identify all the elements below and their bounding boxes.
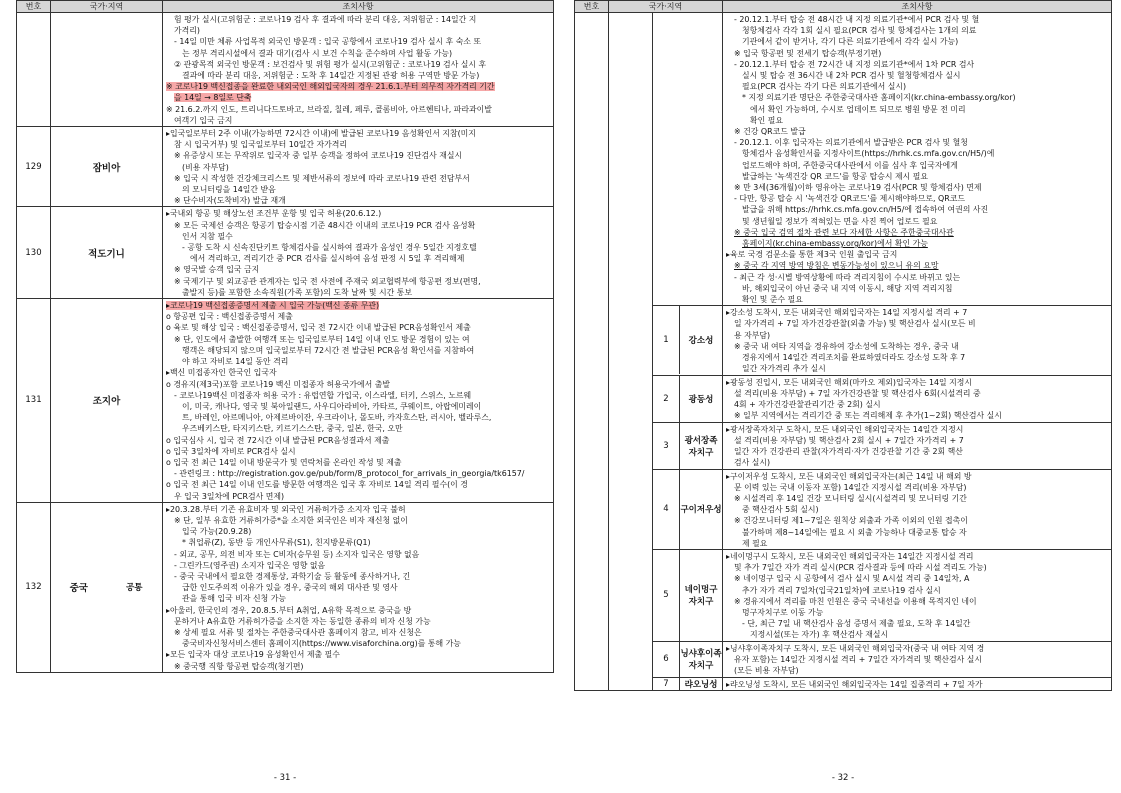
measure-line: 에서 확인 가능하며, 수시로 업데이트 되므로 병원 방문 전 미리 <box>750 104 966 114</box>
measure-line: 일 자가격리 + 7일 자가건강관찰(외출 가능) 및 핵산검사 실시(모든 비 <box>734 319 976 329</box>
measure-line: ▸국내외 항공 및 해상노선 조건부 운항 및 입국 허용(20.6.12.) <box>166 209 382 219</box>
measure-line: 설 격리(비용 자부담) + 7일 자가건강관찰 및 핵산검사 6회(시설격리 중 <box>734 388 981 398</box>
row-number: 131 <box>17 299 51 503</box>
subregion-number: 5 <box>653 550 680 641</box>
measure-line: 바, 해외입국이 아닌 중국 내 지역 이동시, 해당 지역 격리지침 <box>742 283 953 293</box>
subregion-name: 닝샤후이족 자치구 <box>680 649 722 672</box>
measure-line: 가격리) <box>174 26 200 36</box>
measure-line: - 중국 국내에서 필요한 경제통상, 과학기술 등 활동에 종사하거나, 긴 <box>174 571 411 581</box>
row-subregion <box>653 641 723 677</box>
measure-line: - 관련링크 : http://registration.gov.ge/pub/form/8_protocol_for_arrivals_in_georgia/tk6157/ <box>174 469 525 479</box>
measure-line: 업로드해야 하며, 주한중국대사관에서 이를 심사 후 입국자에게 <box>742 160 958 170</box>
row-subregion <box>653 549 723 641</box>
measure-line: 중국비자신청서비스센터 홈페이지(https://www.visaforchina.org)를 통해 가능 <box>182 639 461 649</box>
measure-line: ※ 국제기구 및 외교공관 관계자는 입국 전 사전에 주재국 외교협력부에 항공편 정보(편명, <box>174 276 481 286</box>
measure-line: ※ 영국발 승객 입국 금지 <box>174 265 260 275</box>
measure-line: 검사 실시) <box>734 458 771 468</box>
subregion-number: 7 <box>653 678 680 690</box>
table-row <box>575 13 1112 306</box>
measure-line: 일간 자가격리 추가 실시 <box>742 364 826 374</box>
measure-line: - 코로나19백신 미접종자 허용 국가 : 유럽연합 가입국, 이스라엘, 터키, 스위스, 노르웨 <box>174 390 472 400</box>
row-measures <box>723 677 1112 690</box>
measure-line: 중 핵산검사 5회 실시) <box>742 505 819 515</box>
measure-line: 참 시 입국거부) 및 입국일로부터 10일간 자가격리 <box>174 140 347 150</box>
measure-line: * 취업류(Z), 동반 등 개인사무류(S1), 친지방문류(Q1) <box>182 538 371 548</box>
measure-line: 문하거나 A유효한 거류허가증을 소지한 자는 동일한 종류의 비자 신청 가능 <box>174 616 431 626</box>
subregion-name: 네이멍구 자치구 <box>684 585 718 608</box>
row-measures <box>163 207 554 299</box>
measure-line: - 그린카드(영주권) 소지자 입국은 영향 없음 <box>174 560 326 570</box>
subregion-number: 4 <box>653 470 680 549</box>
page-number: - 32 - <box>831 773 855 783</box>
measure-line: ※ 시설격리 후 14일 건강 모니터링 실시(시설격리 및 모니터링 기간 <box>734 493 967 503</box>
table-row <box>575 641 1112 677</box>
measure-line: ※ 건강 QR코드 발급 <box>734 127 806 137</box>
measure-line: ※ 중국행 직항 항공편 탑승객(청기편) <box>174 661 304 671</box>
measure-line: 여객기 입국 금지 <box>174 115 233 125</box>
measure-line: 지정시설(또는 자가) 후 핵산검사 재실시 <box>750 630 889 640</box>
measure-line: ▸닝샤후이족자치구 도착시, 모든 내외국인 해외입국자(중국 내 여타 지역 경 <box>726 643 985 653</box>
measure-line: ▸코로나19 백신접종증명서 제출 시 입국 가능(백신 종류 무관) <box>166 301 380 311</box>
header-country: 국가·지역 <box>609 1 723 13</box>
row-number: 130 <box>17 207 51 299</box>
row-measures <box>723 375 1112 422</box>
row-subregion <box>653 677 723 690</box>
measure-line: 의 모니터링을 14일간 받음 <box>182 185 276 195</box>
measure-line: ※ 단, 인도에서 출발한 여행객 또는 입국일로부터 14일 이내 인도 방문 경험이 있는 여 <box>174 334 470 344</box>
measure-line: 트, 바레인, 아르메니아, 아제르바이잔, 우크라이나, 몰도바, 카자흐스탄, 러시아, 벨라루스, <box>182 413 492 423</box>
measure-line: ※ 단수비자(도착비자) 발급 재개 <box>174 196 286 206</box>
subregion-number: 3 <box>653 423 680 469</box>
measure-line: ※ 상세 필요 서류 및 절차는 주한중국대사관 홈페이지 참고, 비자 신청은 <box>174 627 422 637</box>
table-row <box>575 677 1112 690</box>
measure-line: o 입국심사 시, 입국 전 72시간 이내 발급된 PCR음성결과서 제출 <box>166 435 390 445</box>
measure-line: ▸백신 미접종자인 한국인 입국자 <box>166 368 277 378</box>
measure-line: (비용 자부담) <box>182 162 229 172</box>
measure-line: o 경유지(제3국)포함 코로나19 백신 미접종자 허용국가에서 출발 <box>166 379 391 389</box>
measure-line: - 14일 미만 체류 사업목적 외국인 방문객 : 입국 공항에서 코로나19 검사 실시 후 숙소 또 <box>174 37 482 47</box>
measure-line: ※ 21.6.2.까지 인도, 트리니다드토바고, 브라질, 칠레, 페루, 콜롬비아, 아르헨티나, 파라과이발 <box>166 104 492 114</box>
measure-line: ▸네이멍구시 도착시, 모든 내외국인 해외입국자는 14일간 지정시설 격리 <box>726 551 974 561</box>
header-row <box>575 1 1112 13</box>
row-country: 적도기니 <box>51 207 163 299</box>
measure-line: o 항공편 입국 : 백신접종증명서 제출 <box>166 312 293 322</box>
subregion-name: 강소성 <box>688 336 714 347</box>
measure-line: - 20.12.1.부터 탑승 전 72시간 내 지정 의료기관*에서 1차 PCR 검사 <box>734 59 975 69</box>
measure-line: ▸광동성 진입시, 모든 내외국인 해외(마카오 제외)입국자는 14일 지정시 <box>726 377 973 387</box>
table-row <box>575 306 1112 375</box>
measure-line: 항체검사 음성확인서를 지정사이트(https://hrhk.cs.mfa.gov.cn/H5/)에 <box>742 149 995 159</box>
row-measures <box>163 299 554 503</box>
row-country: 조지아 <box>51 299 163 503</box>
row-number: 132 <box>17 502 51 672</box>
measure-line: 행객은 해당되지 않으며 입국일로부터 72시간 전 발급된 PCR음성 확인서를 지참하여 <box>182 345 475 355</box>
page-32 <box>574 0 1112 783</box>
header-row <box>17 1 554 13</box>
measure-line: ▸구이저우성 도착시, 모든 내외국인 해외입국자는(최근 14일 내 해외 방 <box>726 471 972 481</box>
subregion-number: 6 <box>653 642 680 677</box>
row-number <box>17 13 51 127</box>
row-measures <box>723 549 1112 641</box>
table-row <box>17 299 554 503</box>
measure-line: ▸강소성 도착시, 모든 내외국인 해외입국자는 14일 지정시설 격리 + 7 <box>726 308 968 318</box>
measure-line: ▸광서장족자치구 도착시, 모든 내외국인 해외입국자는 14일간 지정시 <box>726 424 964 434</box>
measure-line: (모든 비용 자부담) <box>734 666 799 676</box>
measure-line: 인서 지참 필수 <box>182 231 233 241</box>
page-31 <box>16 0 554 783</box>
measure-line: o 육로 및 해상 입국 : 백신접종증명서, 입국 전 72시간 이내 발급된 PCR음성확인서 제출 <box>166 323 471 333</box>
measure-line: 관을 통해 입국 비자 신청 가능 <box>182 594 287 604</box>
measure-line: ※ 유증상시 또는 무작위로 입국자 중 일부 승객을 정하여 코로나19 진단검사 재실시 <box>174 151 463 161</box>
measure-line: 일간 자가 건강관리 관찰(자가격리·자가 건강관찰 기간 중 2회 핵산 <box>734 446 963 456</box>
row-measures <box>723 641 1112 677</box>
subregion-name: 구이저우성 <box>680 505 722 516</box>
measure-line: - 다만, 항공 탑승 시 '녹색건강 QR코드'를 제시해야하므로, QR코드 <box>734 194 965 204</box>
header-country: 국가·지역 <box>51 1 163 13</box>
row-measures <box>723 469 1112 549</box>
measure-line: 출발지 등)를 포함한 소속직원(가족 포함)의 도착 날짜 및 시간 통보 <box>182 287 412 297</box>
measure-line: ▸아울러, 한국인의 경우, 20.8.5.부터 A취업, A유학 목적으로 중국을 방 <box>166 605 412 615</box>
measure-line: 발급을 위해 https://hrhk.cs.mfa.gov.cn/H5/에 접속하여 여권의 사진 <box>742 205 989 215</box>
row-country <box>51 502 163 672</box>
measure-line: - 20.12.1.부터 탑승 전 48시간 내 지정 의료기관*에서 PCR 검사 및 혈 <box>734 15 980 24</box>
measure-line: ※ 단, 일부 유효한 거류허가증*을 소지한 외국인은 비자 재신청 없이 <box>174 515 408 525</box>
header-num: 번호 <box>575 1 609 13</box>
measure-line: ※ 경유지에서 격리를 마친 인원은 중국 국내선을 이용해 목적지인 네이 <box>734 596 977 606</box>
row-measures <box>163 127 554 207</box>
measure-line: ▸모든 입국자 대상 코로나19 음성확인서 제출 필수 <box>166 650 340 660</box>
measure-line: 불가하며 제8~14일에는 필요 시 외출 가능하나 대중교통 탑승 자 <box>742 527 967 537</box>
subregion-number: 2 <box>653 376 680 422</box>
table-row <box>575 469 1112 549</box>
measure-line: 이, 미국, 캐나다, 영국 및 북아일랜드, 사우디아라비아, 카타르, 쿠웨이트, 아랍에미레이 <box>182 401 482 411</box>
table-row <box>17 127 554 207</box>
measure-line: 험 평가 실시(고위험군 : 코로나19 검사 후 결과에 따라 분리 대응, 저위험군 : 14일간 지 <box>174 15 477 24</box>
measure-line: ※ 중국 각 지역 방역 방침은 변동가능성이 있으니 유의 요망 <box>734 261 939 271</box>
measure-line: ※ 중국 내 여타 지역을 경유하여 강소성에 도착하는 경우, 중국 내 <box>734 341 959 351</box>
measure-line: 을 14일 → 8일로 단축 <box>174 93 252 103</box>
row-subregion <box>653 422 723 469</box>
table-row <box>575 422 1112 469</box>
measures-table-right <box>574 0 1112 691</box>
measure-line: 4회 + 자가건강관찰관리기간 중 2회) 실시 <box>734 399 881 409</box>
row-country <box>51 13 163 127</box>
header-num: 번호 <box>17 1 51 13</box>
measure-line: 확인 및 준수 필요 <box>742 295 803 305</box>
table-row <box>17 13 554 127</box>
measures-table-left <box>16 0 554 673</box>
page-number: - 31 - <box>273 773 297 783</box>
measure-line: ※ 건강모니터링 제1~7일은 원칙상 외출과 가족 이외의 인원 접촉이 <box>734 516 968 526</box>
measure-line: - 외교, 공무, 의전 비자 또는 C비자(승무원 등) 소지자 입국은 영향 없음 <box>174 549 420 559</box>
measure-line: - 최근 각 성·시별 방역상황에 따라 격리지침이 수시로 바뀌고 있는 <box>734 272 961 282</box>
table-body-right <box>575 13 1112 691</box>
measure-line: 입국 가능(20.9.28) <box>182 527 252 537</box>
row-measures <box>723 422 1112 469</box>
header-measures: 조치사항 <box>163 1 554 13</box>
measure-line: 청항체검사 각각 1회 실시 필요(PCR 검사 및 항체검사는 1개의 의료 <box>742 26 977 36</box>
measure-line: 결과에 따라 분리 대응, 저위험군 : 도착 후 14일간 지정된 관광 허용 구역만 방문 가능) <box>182 71 480 81</box>
measure-line: ※ 모든 국제선 승객은 항공기 탑승시점 기준 48시간 이내의 코로나19 PCR 검사 음성확 <box>174 220 476 230</box>
measure-line: 멍구자치구로 이동 가능 <box>742 607 824 617</box>
row-subregion <box>653 469 723 549</box>
row-measures <box>723 306 1112 375</box>
measure-line: 추가 자가 격리 7일차(입국21일차)에 코로나19 검사 실시 <box>742 585 941 595</box>
table-body-left <box>17 13 554 673</box>
measure-line: 확인 필요 <box>750 115 783 125</box>
measure-line: - 공항 도착 시 신속진단키트 항체검사를 실시하여 결과가 음성인 경우 5일간 지정호텔 <box>182 243 477 253</box>
measure-line: 용 자부담) <box>734 330 771 340</box>
measure-line: o 입국 전 최근 14일 이내 방문국가 및 연락처를 온라인 작성 및 제출 <box>166 457 402 467</box>
measure-line: ※ 만 3세(36개월)이하 영유아는 코로나19 검사(PCR 및 항체검사) 면제 <box>734 183 982 193</box>
measure-line: o 입국 전 최근 14일 이내 인도를 방문한 여행객은 입국 후 자비로 14일 격리 필수(이 경 <box>166 480 468 490</box>
region-name: 공통 <box>126 583 143 594</box>
measure-line: ※ 코로나19 백신접종을 완료한 내외국인 해외입국자의 경우 21.6.1.부터 의무적 자가격리 기간 <box>166 82 495 92</box>
measure-line: 야 하고 자비로 14일 동안 격리 <box>182 357 289 367</box>
subregion-name: 랴오닝성 <box>684 680 718 691</box>
measure-line: ※ 입국 항공편 및 전세기 탑승객(부정기편) <box>734 48 882 58</box>
measure-line: ※ 중국 입국 검역 절차 관련 보다 자세한 사항은 주한중국대사관 <box>734 227 954 237</box>
table-row <box>17 502 554 672</box>
measure-line: 는 정부 격리시설에서 결과 대기(검사 시 보건 수칙을 준수하며 사업 활동 가능) <box>182 48 453 58</box>
measure-line: 필요(PCR 검사는 각기 다른 의료기관에서 실시) <box>742 82 907 92</box>
measure-line: * 지정 의료기관 명단은 주한중국대사관 홈페이지(kr.china-embassy.org/kor) <box>742 93 1016 103</box>
measure-line: ▸육로 국경 검문소를 통한 제3국 인원 출입국 금지 <box>726 250 898 260</box>
measure-line: - 단, 최근 7일 내 핵산검사 음성 증명서 제출 필요, 도착 후 14일간 <box>742 619 971 629</box>
measure-line: 실시 및 탑승 전 36시간 내 2차 PCR 검사 및 혈청항체검사 실시 <box>742 71 961 81</box>
measure-line: ※ 네이멍구 입국 시 공항에서 검사 실시 및 A시설 격리 중 14일차, A <box>734 574 970 584</box>
row-measures <box>163 502 554 672</box>
subregion-name: 광서장족 자치구 <box>684 435 718 458</box>
measure-line: 제 필요 <box>742 538 768 548</box>
country-name: 중국 <box>69 583 88 595</box>
measure-line: o 입국 3일차에 자비로 PCR검사 실시 <box>166 446 296 456</box>
table-row <box>575 375 1112 422</box>
measure-line: ▸입국일로부터 2주 이내(가능하면 72시간 이내)에 발급된 코로나19 음성확인서 지참(미지 <box>166 129 476 139</box>
table-row <box>17 207 554 299</box>
row-measures <box>163 13 554 127</box>
subregion-name: 광동성 <box>688 394 714 405</box>
measure-line: 에서 격리하고, 격리기간 중 PCR 검사를 실시하여 음성 판정 시 5일 후 격리해제 <box>190 254 465 264</box>
measure-line: 경유지에서 14일간 격리조치를 완료하였더라도 강소성 도착 후 7 <box>742 353 966 363</box>
row-country: 잠비아 <box>51 127 163 207</box>
measure-line: ※ 일부 지역에서는 격리기간 중 또는 격리해제 후 추가(1~2회) 핵산검사 실시 <box>734 411 1002 421</box>
measure-line: 우즈베키스탄, 타지키스탄, 키르기스스탄, 중국, 일본, 한국, 오만 <box>182 424 403 434</box>
measure-line: ▸랴오닝성 도착시, 모든 내외국인 해외입국자는 14일 집중격리 + 7일 자가 <box>726 679 983 689</box>
measure-line: 및 생년월일 정보가 적혀있는 면을 사진 찍어 업로드 필요 <box>742 216 938 226</box>
measure-line: 문 이력 있는 국내 이동자 포함) 14일간 지정시설 격리(비용 자부담) <box>734 482 967 492</box>
measure-line: 기관에서 같이 받거나, 각기 다른 의료기관에서 각각 실시 가능) <box>742 37 959 47</box>
row-subregion <box>653 13 723 306</box>
measure-line: ▸20.3.28.부터 기존 유효비자 및 외국인 거류허가증 소지자 입국 불허 <box>166 504 406 514</box>
table-row <box>575 549 1112 641</box>
measure-line: 급한 인도주의적 이유가 있을 경우, 중국의 해외 대사관 및 영사 <box>182 583 398 593</box>
measure-line: ② 관광목적 외국인 방문객 : 보건검사 및 위험 평가 실시(고위험군 : 코로나19 검사 실시 후 <box>174 59 487 69</box>
row-subregion <box>653 306 723 375</box>
measure-line: - 20.12.1. 이후 입국자는 의료기관에서 발급받은 PCR 검사 및 혈청 <box>734 138 968 148</box>
subregion-number: 1 <box>653 306 680 374</box>
measure-line: 우 입국 3일차에 PCR검사 면제) <box>174 491 285 501</box>
measure-line: 발급하는 '녹색건강 QR 코드'를 항공 탑승시 제시 필요 <box>742 171 929 181</box>
measure-line: ※ 입국 시 작성한 건강체크리스트 및 제반서류의 정보에 따라 코로나19 관련 전담부서 <box>174 173 470 183</box>
measure-line: 및 추가 7일간 자가 격리 실시(PCR 검사결과 등에 따라 시설 격리도 가능) <box>734 563 987 573</box>
row-measures <box>723 13 1112 306</box>
measure-line: 설 격리(비용 자부담) 및 핵산검사 2회 실시 + 7일간 자가격리 + 7 <box>734 435 964 445</box>
row-number: 129 <box>17 127 51 207</box>
row-country <box>609 13 653 691</box>
header-measures: 조치사항 <box>723 1 1112 13</box>
row-number <box>575 13 609 691</box>
row-subregion <box>653 375 723 422</box>
measure-line: 홈페이지(kr.china-embassy.org/kor)에서 확인 가능 <box>742 239 928 249</box>
measure-line: 유자 포함)는 14일간 지정시설 격리 + 7일간 자가격리 및 핵산검사 실시 <box>734 655 983 665</box>
